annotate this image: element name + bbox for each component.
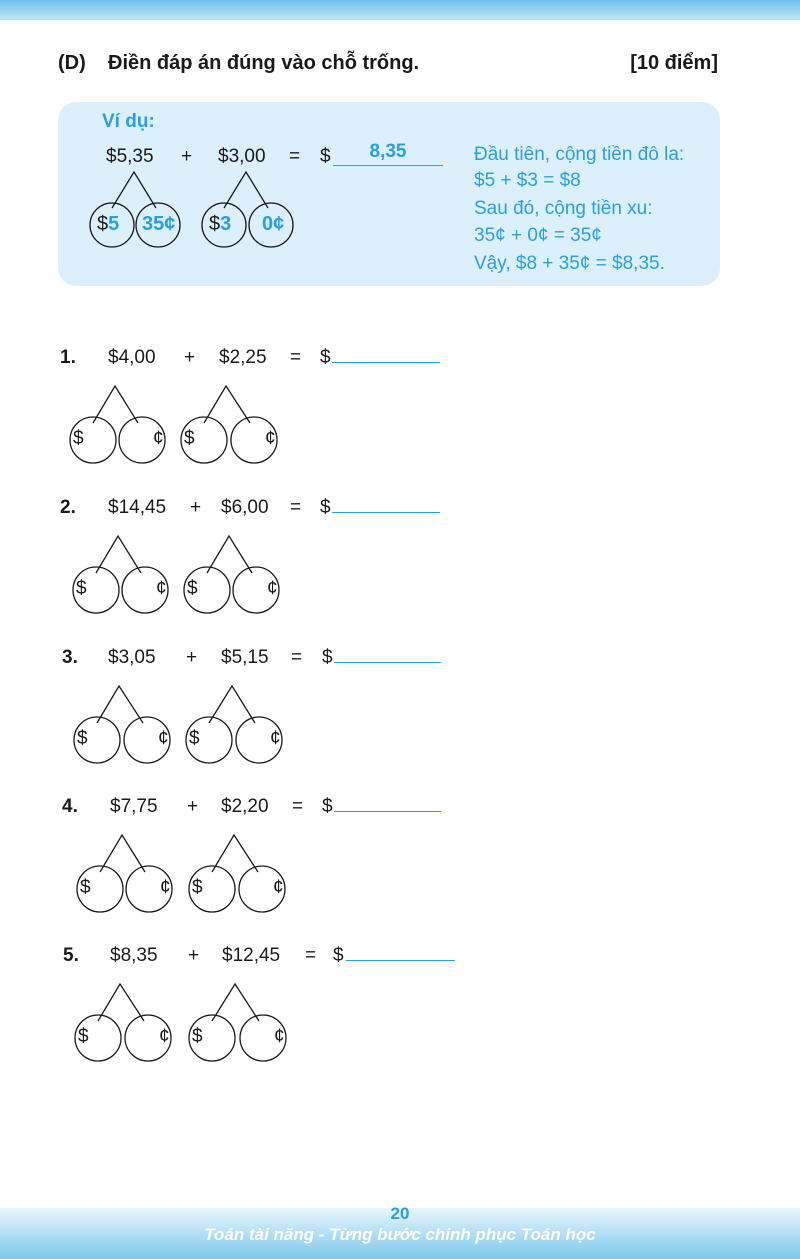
dollar-sign: $ — [192, 1026, 203, 1047]
cent-sign: ¢ — [158, 728, 169, 749]
dollar-sign: $ — [187, 578, 198, 599]
problem-currency: $ — [333, 945, 344, 966]
problem-equals: = — [290, 347, 302, 368]
problem-number: 2. — [60, 497, 76, 518]
problem-equals: = — [291, 647, 303, 668]
problem-addend-a: $3,05 — [108, 647, 156, 668]
problem-currency: $ — [320, 347, 331, 368]
example-addend-b: $3,00 — [218, 146, 266, 167]
section-instruction: Điền đáp án đúng vào chỗ trống. — [108, 52, 420, 74]
example-tree-b-dollar-value: 3 — [220, 213, 232, 235]
explanation-line-1: Đầu tiên, cộng tiền đô la: — [474, 144, 685, 165]
cent-sign: ¢ — [156, 578, 167, 599]
problem-addend-b: $5,15 — [221, 647, 269, 668]
problem-addend-b: $6,00 — [221, 497, 269, 518]
cent-sign: ¢ — [159, 1026, 170, 1047]
problem-number: 3. — [62, 647, 78, 668]
example-tree-b-cent: 0¢ — [262, 213, 285, 235]
problem-addend-a: $8,35 — [110, 945, 158, 966]
explanation-line-4: 35¢ + 0¢ = 35¢ — [474, 225, 602, 246]
problem-number: 1. — [60, 347, 76, 368]
cent-sign: ¢ — [160, 877, 171, 898]
problem-addend-b: $12,45 — [222, 945, 281, 966]
problem-addend-a: $7,75 — [110, 796, 158, 817]
example-tree-a-dollar: $5 — [97, 213, 120, 235]
problem-addend-b: $2,25 — [219, 347, 267, 368]
example-label: Ví dụ: — [102, 111, 155, 132]
section-points: [10 điểm] — [630, 52, 718, 74]
page-number: 20 — [390, 1204, 410, 1223]
problem-addend-a: $4,00 — [108, 347, 156, 368]
problem-currency: $ — [322, 796, 333, 817]
cent-sign: ¢ — [270, 728, 281, 749]
dollar-sign: $ — [78, 1026, 89, 1047]
problem-equals: = — [290, 497, 302, 518]
problem-plus: + — [184, 347, 196, 368]
example-plus: + — [181, 146, 193, 167]
problem-plus: + — [187, 796, 199, 817]
example-addend-a: $5,35 — [106, 146, 154, 167]
cent-sign: ¢ — [267, 578, 278, 599]
example-tree-a-cent: 35¢ — [142, 213, 176, 235]
cent-sign: ¢ — [265, 428, 276, 449]
cent-sign: ¢ — [274, 1026, 285, 1047]
explanation-line-3: Sau đó, cộng tiền xu: — [474, 198, 653, 219]
dollar-sign: $ — [80, 877, 91, 898]
problem-plus: + — [186, 647, 198, 668]
explanation-line-5: Vậy, $8 + 35¢ = $8,35. — [474, 253, 665, 274]
dollar-sign: $ — [189, 728, 200, 749]
footer-text: Toán tài năng - Từng bước chinh phục Toán học — [204, 1225, 596, 1244]
dollar-sign: $ — [192, 877, 203, 898]
problem-number: 4. — [62, 796, 78, 817]
example-tree-b-dollar: $3 — [209, 213, 232, 235]
example-currency: $ — [320, 146, 331, 167]
problem-currency: $ — [322, 647, 333, 668]
problem-addend-b: $2,20 — [221, 796, 269, 817]
cent-sign: ¢ — [273, 877, 284, 898]
example-answer: 8,35 — [369, 141, 407, 162]
problem-equals: = — [305, 945, 317, 966]
problem-number: 5. — [63, 945, 79, 966]
example-equals: = — [289, 146, 301, 167]
dollar-sign: $ — [77, 728, 88, 749]
section-letter: (D) — [58, 52, 86, 74]
dollar-sign: $ — [73, 428, 84, 449]
problem-currency: $ — [320, 497, 331, 518]
problem-addend-a: $14,45 — [108, 497, 167, 518]
problem-plus: + — [188, 945, 200, 966]
dollar-sign: $ — [184, 428, 195, 449]
example-tree-a-dollar-value: 5 — [108, 213, 120, 235]
cent-sign: ¢ — [153, 428, 164, 449]
explanation-line-2: $5 + $3 = $8 — [474, 170, 581, 191]
problem-equals: = — [292, 796, 304, 817]
problem-plus: + — [190, 497, 202, 518]
dollar-sign: $ — [76, 578, 87, 599]
